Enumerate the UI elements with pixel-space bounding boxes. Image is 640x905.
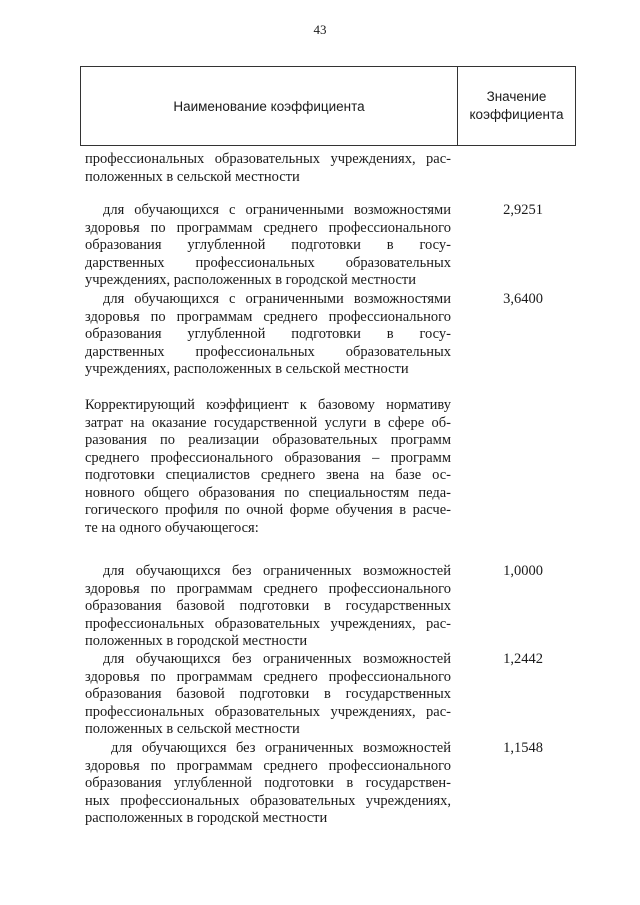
coefficient-value: 1,0000	[503, 563, 543, 579]
row-text-line: ных профессиональных образовательных учреждениях,	[85, 792, 451, 809]
row-text-line: здоровья по программам среднего профессионального	[85, 668, 451, 685]
row-text-line: учреждениях, расположенных в городской местности	[85, 272, 417, 288]
header-value-line1: Значение	[486, 89, 547, 104]
row-text-line: образования базовой подготовки в государственных	[85, 686, 451, 702]
row-text-line: затрат на оказание государственной услуги в сфере об-	[85, 414, 451, 431]
row-text-line: образования углубленной подготовки в госу-	[85, 326, 451, 342]
row-text-line: профессиональных образовательных учреждениях, рас-	[85, 615, 451, 632]
coefficient-value: 1,1548	[503, 740, 543, 756]
row-text-line: Корректирующий коэффициент к базовому нормативу	[85, 397, 451, 413]
row-text-line: образования углубленной подготовки в государствен-	[85, 775, 451, 791]
header-name-column: Наименование коэффициента	[81, 67, 458, 145]
row-text-line: дарственных профессиональных образовательных	[85, 254, 451, 271]
table-row-continuation	[85, 151, 451, 186]
row-text-line: образования углубленной подготовки в госу-	[85, 237, 451, 253]
row-text-line: положенных в городской местности	[85, 633, 308, 649]
row-text-line: для обучающихся без ограниченных возможностей	[103, 651, 451, 667]
row-text-line: разования по реализации образовательных программ	[85, 432, 451, 448]
table-row	[85, 202, 451, 290]
table-row	[85, 651, 451, 739]
table-row	[85, 740, 451, 828]
row-text-line: здоровья по программам среднего профессионального	[85, 757, 451, 774]
row-text-line: расположенных в городской местности	[85, 810, 328, 826]
row-text-line: положенных в сельской местности	[85, 168, 300, 185]
row-text-line: для обучающихся с ограниченными возможностями	[103, 291, 451, 307]
coefficient-value: 2,9251	[503, 202, 543, 218]
row-text-line: дарственных профессиональных образовательных	[85, 343, 451, 360]
table-row-heading	[85, 397, 451, 537]
header-value-line2: коэффициента	[469, 107, 564, 122]
page-number: 43	[313, 22, 327, 37]
row-text-line: положенных в сельской местности	[85, 721, 300, 737]
row-text-line: здоровья по программам среднего профессионального	[85, 219, 451, 236]
table-row	[85, 291, 451, 379]
row-text-line: для обучающихся без ограниченных возможностей	[103, 563, 451, 579]
table-header	[80, 66, 576, 146]
row-text-line: здоровья по программам среднего профессионального	[85, 580, 451, 597]
table-row	[85, 563, 451, 651]
row-text-line: профессиональных образовательных учреждениях, рас-	[85, 703, 451, 720]
row-text-line: новного общего образования по специальностям педа-	[85, 484, 451, 501]
header-value-column	[458, 67, 575, 145]
row-text-line: для обучающихся с ограниченными возможностями	[103, 202, 451, 218]
row-text-line: учреждениях, расположенных в сельской местности	[85, 361, 409, 377]
row-text-line: гогического профиля по очной форме обучения в расче-	[85, 502, 451, 518]
row-text-line: здоровья по программам среднего профессионального	[85, 308, 451, 325]
row-text-line: среднего профессионального образования – программ	[85, 449, 451, 466]
row-text-line: те на одного обучающегося:	[85, 519, 259, 536]
row-text-line: подготовки специалистов среднего звена на базе ос-	[85, 467, 451, 483]
row-text-line: образования базовой подготовки в государственных	[85, 598, 451, 614]
coefficient-value: 3,6400	[503, 291, 543, 307]
coefficient-value: 1,2442	[503, 651, 543, 667]
row-text-line: для обучающихся без ограниченных возможностей	[111, 740, 451, 756]
row-text-line: профессиональных образовательных учреждениях, рас-	[85, 151, 451, 167]
